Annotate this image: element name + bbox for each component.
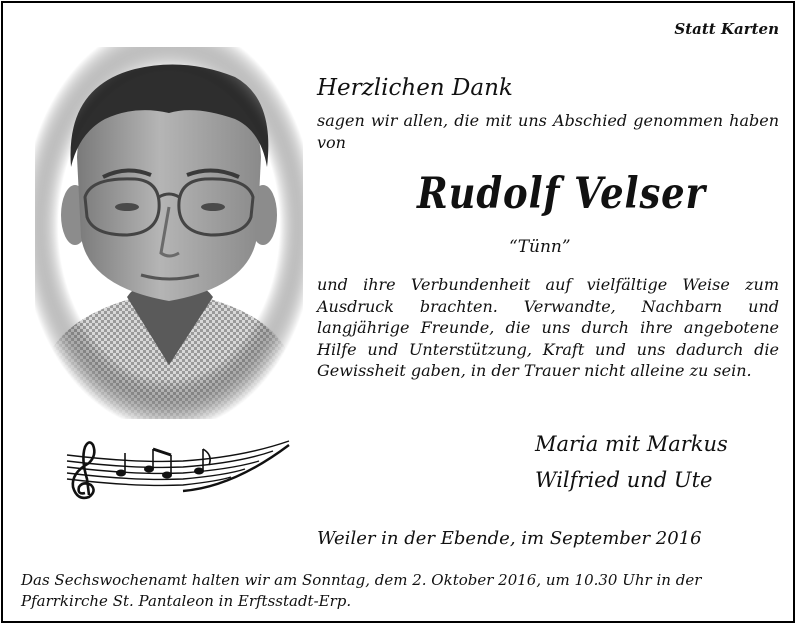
portrait-photo xyxy=(35,47,303,419)
signature-line: Maria mit Markus xyxy=(535,432,728,456)
intro-text: sagen wir allen, die mit uns Abschied genommen haben von xyxy=(317,111,779,152)
thank-you-heading: Herzlichen Dank xyxy=(317,75,513,101)
signature-line: Wilfried und Ute xyxy=(535,468,713,492)
nickname: “Tünn” xyxy=(509,237,571,257)
statt-karten-label: Statt Karten xyxy=(674,20,779,38)
obituary-card xyxy=(1,1,795,623)
deceased-name: Rudolf Velser xyxy=(417,169,706,219)
service-notice: Das Sechswochenamt halten wir am Sonntag, dem 2. Oktober 2016, um 10.30 Uhr in der Pfarrkirche St. Pantaleon in Erftsstadt-Erp. xyxy=(21,571,702,610)
music-notes-icon xyxy=(63,435,293,501)
place-date: Weiler in der Ebende, im September 2016 xyxy=(317,528,702,549)
gratitude-text: und ihre Verbundenheit auf vielfältige Weise zum Ausdruck brachten. Verwandte, Nachbarn und langjährige Freunde, die uns durch ihre angebotene Hilfe und Unterstützung, Kraft und uns dadurch die Gewissheit gaben, in der Trauer nicht alleine zu sein. xyxy=(317,275,779,380)
